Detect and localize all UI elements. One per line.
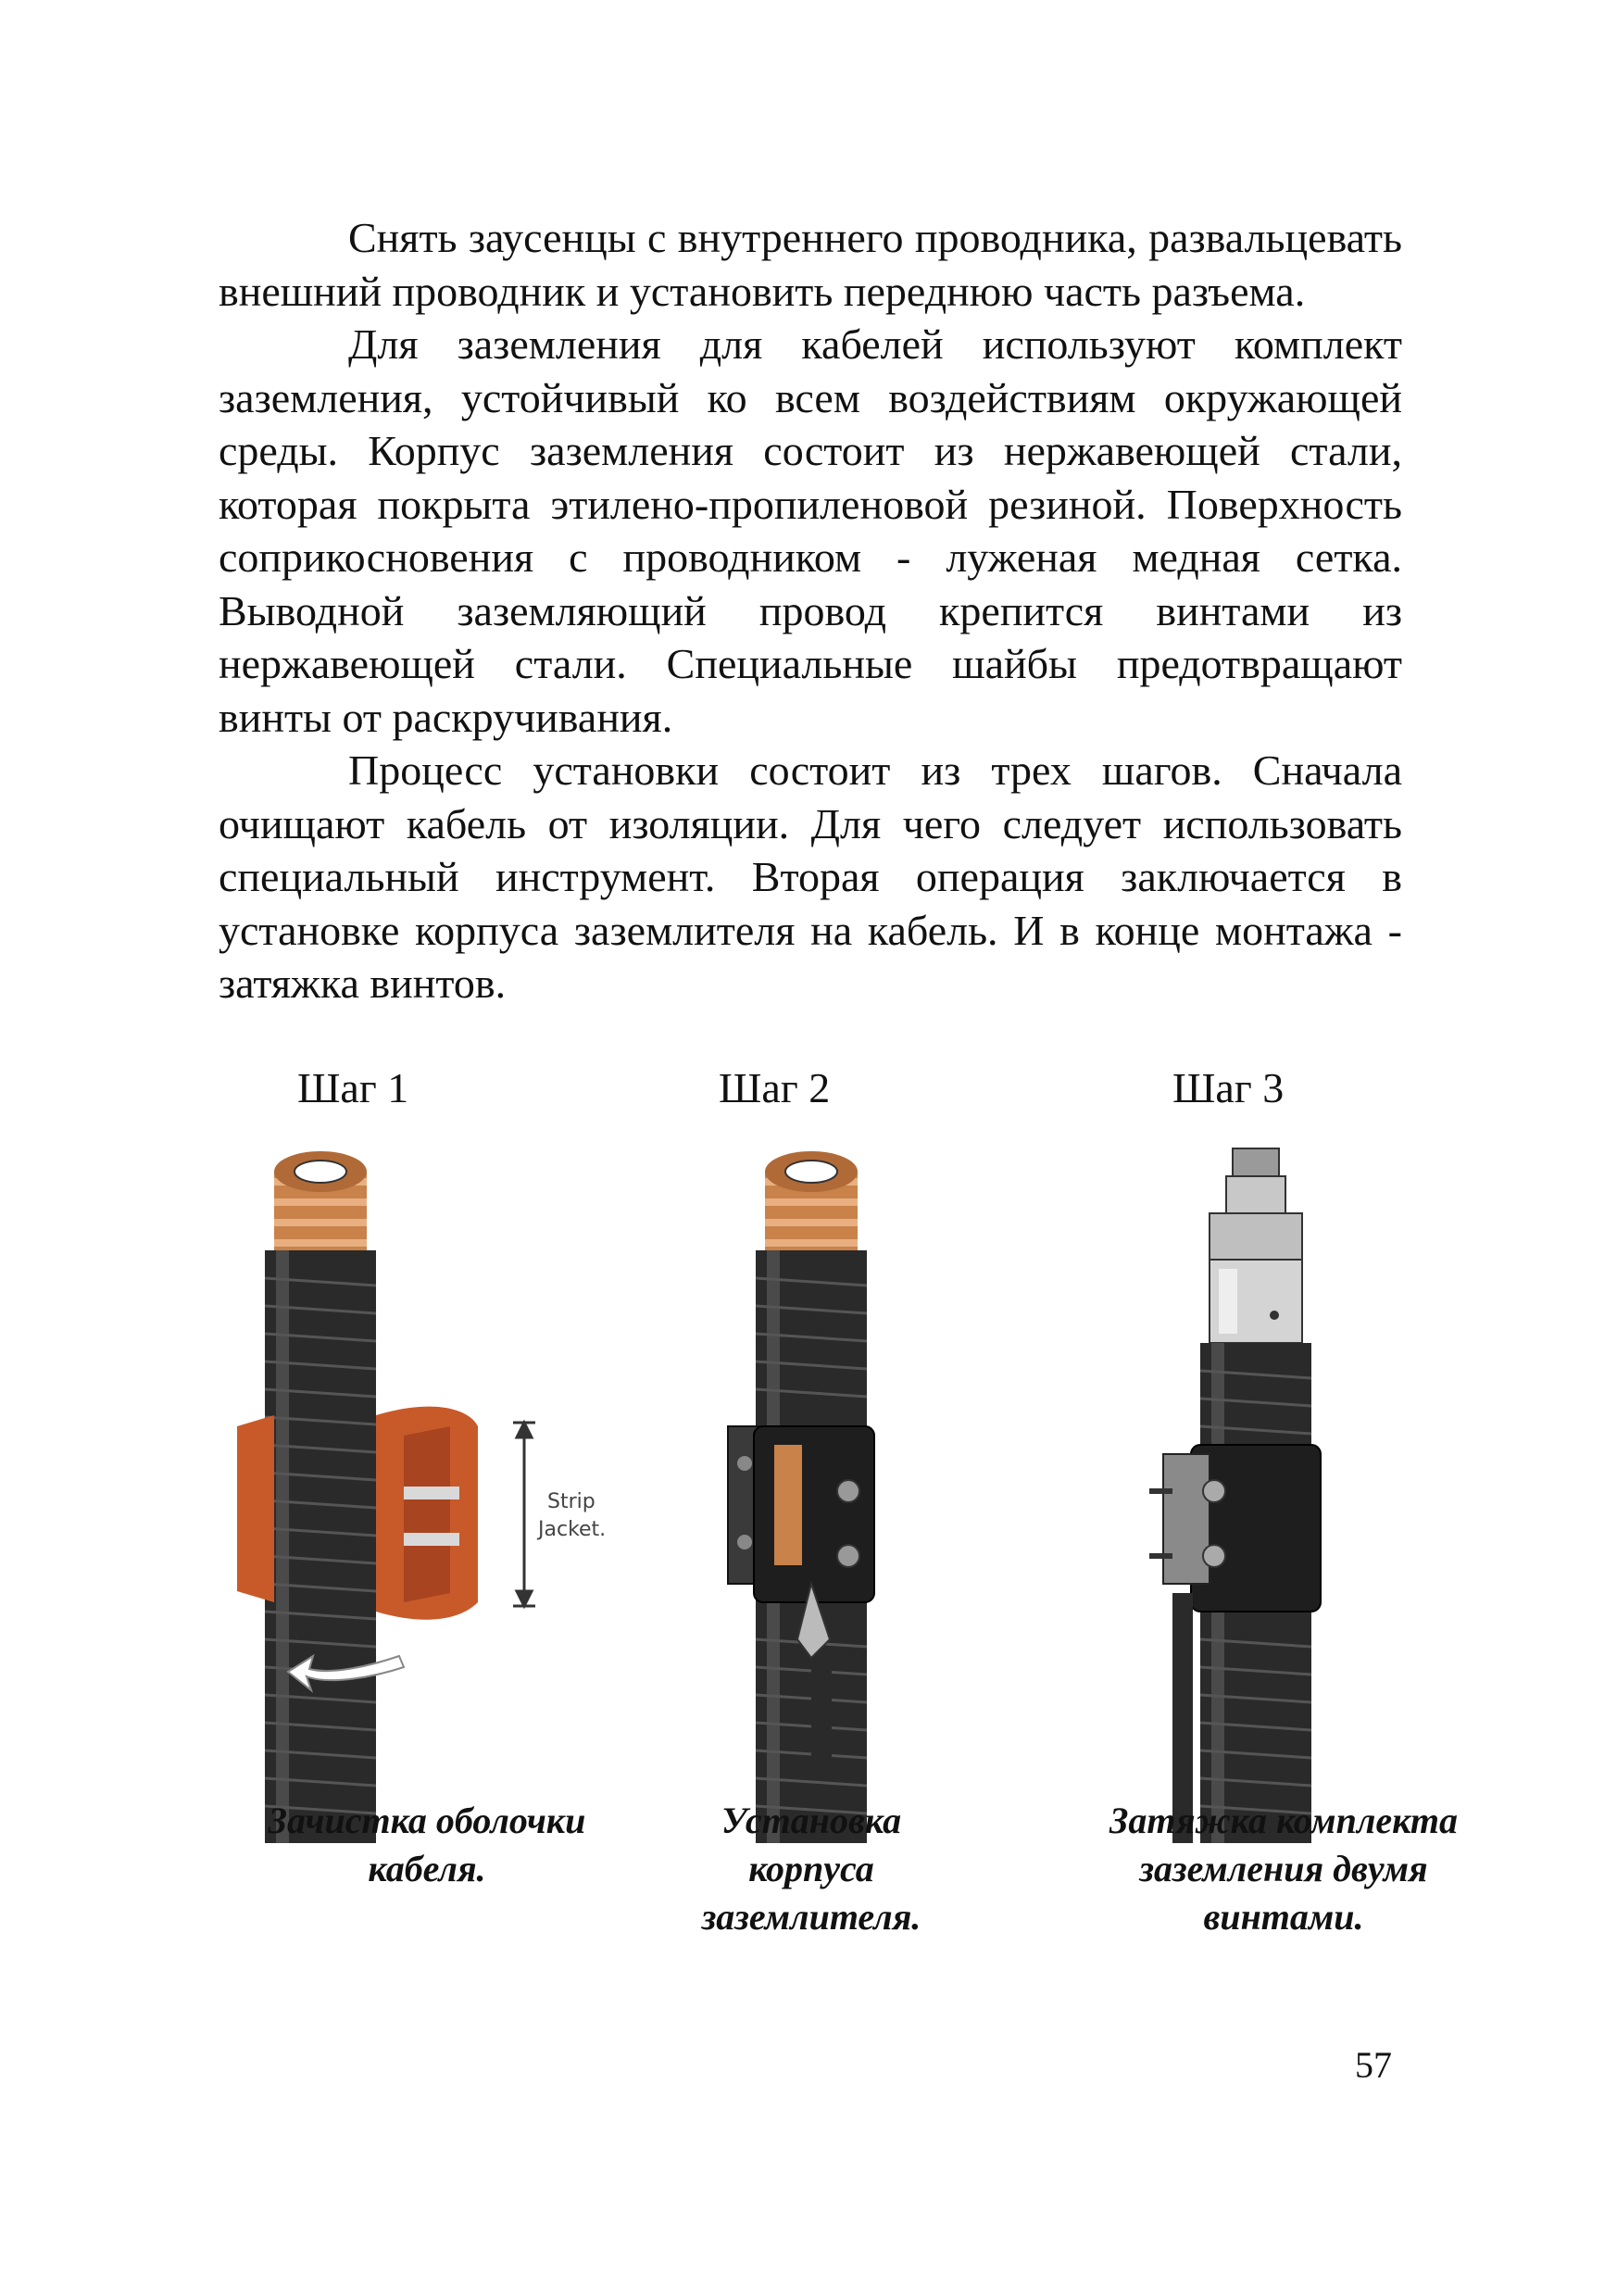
paragraph-1: Снять заусенцы с внутреннего проводника, развальцевать внешний проводник и установить переднюю часть разъема. <box>219 214 1402 315</box>
step-3-title: Шаг 3 <box>1172 1064 1285 1111</box>
step-1-title: Шаг 1 <box>297 1064 409 1111</box>
connector <box>1210 1148 1302 1343</box>
paragraph-3: Процесс установки состоит из трех шагов. Сначала очищают кабель от изоляции. Для чего следует использовать специальный инструмент. Вторая операция заключается в установке корпуса заземлителя на кабель. И в конце монтажа - затяжка винтов. <box>219 747 1402 1007</box>
paragraph-2: Для заземления для кабелей используют комплект заземления, устойчивый ко всем воздействиям окружающей среды. Корпус заземления состоит из нержавеющей стали, которая покрыта этилено-пропиленовой резиной. Поверхность соприкосновения с проводником - луженая медная сетка. Выводной заземляющий провод крепится винтами из нержавеющей стали. Специальные шайбы предотвращают винты от раскручивания. <box>219 320 1402 741</box>
copper-conductor <box>765 1151 858 1255</box>
step-3-caption: Затяжка комплекта заземления двумя винтами. <box>1109 1800 1458 1938</box>
strip-label-line-2: Jacket. <box>538 1518 607 1541</box>
installation-steps <box>219 1064 1458 1982</box>
copper-conductor <box>274 1151 367 1255</box>
step-3-illustration <box>1145 1121 1367 1852</box>
step-2-title: Шаг 2 <box>719 1064 831 1111</box>
body-text <box>219 211 1402 1010</box>
strip-label-line-1: Strip <box>547 1490 595 1513</box>
step-1-illustration <box>219 1121 635 1852</box>
step-2-caption: Установка корпуса заземлителя. <box>701 1800 921 1938</box>
step-1-caption: Зачистка оболочки кабеля. <box>268 1800 586 1889</box>
dimension-arrow <box>513 1423 535 1606</box>
step-2-illustration <box>709 1121 913 1852</box>
cable-jacket <box>265 1250 376 1843</box>
page-number: 57 <box>1355 2044 1392 2086</box>
